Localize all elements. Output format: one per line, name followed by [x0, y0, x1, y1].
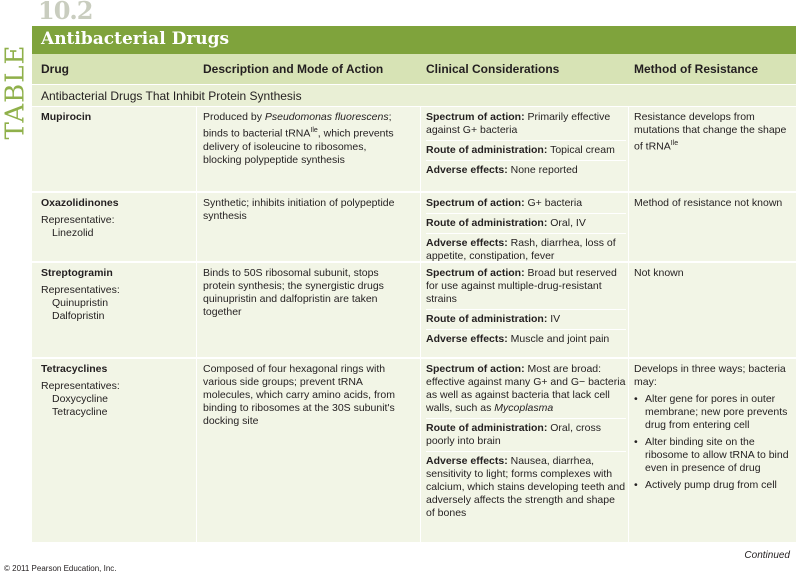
table-row-mupirocin: [32, 107, 796, 191]
drug-name: Tetracyclines: [41, 363, 108, 375]
representative-drug: Tetracycline: [52, 406, 108, 418]
resistance-method: Resistance develops from mutations that change the shape of tRNA$^{Ile}$: [634, 111, 787, 153]
clinical-considerations: Spectrum of action: Primarily effective against G+ bacteria Route of administration: Topical cream Adverse effects: None reported: [426, 111, 626, 183]
clinical-considerations: Spectrum of action: Most are broad: effective against many G+ and G− bacteria as well as against bacteria that lack cell walls, such as Mycoplasma Route of administration: Oral, cross poorly into brain Adverse effects: Nausea, diarrhea, sensitivity to light; forms complexes with calcium, which stains developing teeth and adversely affects the strength and shape of bones: [426, 363, 626, 519]
header-clinical: Clinical Considerations: [426, 62, 560, 76]
representative-drug: Doxycycline: [52, 393, 109, 405]
table-number: 10.2: [38, 0, 93, 25]
representatives-label: Representatives:: [41, 284, 120, 296]
resistance-bullet: • Alter gene for pores in outer membrane; new pore prevents drug from entering cell: [634, 393, 792, 432]
representatives-label: Representative:: [41, 214, 115, 226]
representative-drug: Quinupristin: [52, 297, 109, 309]
table-row-oxazolidinones: [32, 193, 796, 261]
resistance-bullet: • Alter binding site on the ribosome to allow tRNA to bind even in presence of drug: [634, 436, 792, 475]
copyright-notice: © 2011 Pearson Education, Inc.: [4, 564, 117, 573]
drug-name: Oxazolidinones: [41, 197, 119, 209]
drug-description: Produced by Pseudomonas fluorescens; binds to bacterial tRNA$^{Ile}$, which prevents delivery of isoleucine to ribosomes, blocking polypeptide synthesis: [203, 111, 394, 166]
table-title: Antibacterial Drugs: [32, 26, 796, 54]
header-drug: Drug: [41, 62, 69, 76]
section-title: Antibacterial Drugs That Inhibit Protein Synthesis: [32, 85, 796, 106]
resistance-method: [634, 363, 792, 496]
continued-label: Continued: [744, 550, 790, 561]
table-row-tetracyclines: [32, 359, 796, 542]
representatives-label: Representatives:: [41, 380, 120, 392]
header-resistance: Method of Resistance: [634, 62, 759, 76]
representative-drug: Dalfopristin: [52, 310, 105, 322]
drug-description: Synthetic; inhibits initiation of polypeptide synthesis: [203, 197, 395, 222]
table-row-streptogramin: [32, 263, 796, 357]
drug-name: Streptogramin: [41, 267, 113, 279]
resistance-method: Method of resistance not known: [634, 197, 783, 209]
representative-drug: Linezolid: [52, 227, 94, 239]
resistance-method: Not known: [634, 267, 684, 279]
clinical-considerations: Spectrum of action: Broad but reserved for use against multiple-drug-resistant strains Route of administration: IV Adverse effects: Muscle and joint pain: [426, 267, 626, 352]
column-header-row: [32, 54, 796, 84]
side-label: [3, 44, 29, 140]
drug-name: Mupirocin: [41, 111, 92, 123]
resistance-bullet: • Actively pump drug from cell: [634, 479, 792, 492]
header-description: Description and Mode of Action: [203, 62, 384, 76]
drug-description: Binds to 50S ribosomal subunit, stops protein synthesis; the synergistic drugs quinupristin and dalfopristin are taken together: [203, 267, 384, 318]
resistance-intro: Develops in three ways; bacteria may:: [634, 363, 786, 388]
clinical-considerations: Spectrum of action: G+ bacteria Route of administration: Oral, IV Adverse effects: Rash, diarrhea, loss of appetite, constipation, fever: [426, 197, 626, 269]
drug-description: Composed of four hexagonal rings with various side groups; prevent tRNA molecules, which carry amino acids, from binding to ribosomes at the 30S subunit's docking site: [203, 363, 395, 427]
side-label-text: TABLE: [1, 44, 31, 140]
